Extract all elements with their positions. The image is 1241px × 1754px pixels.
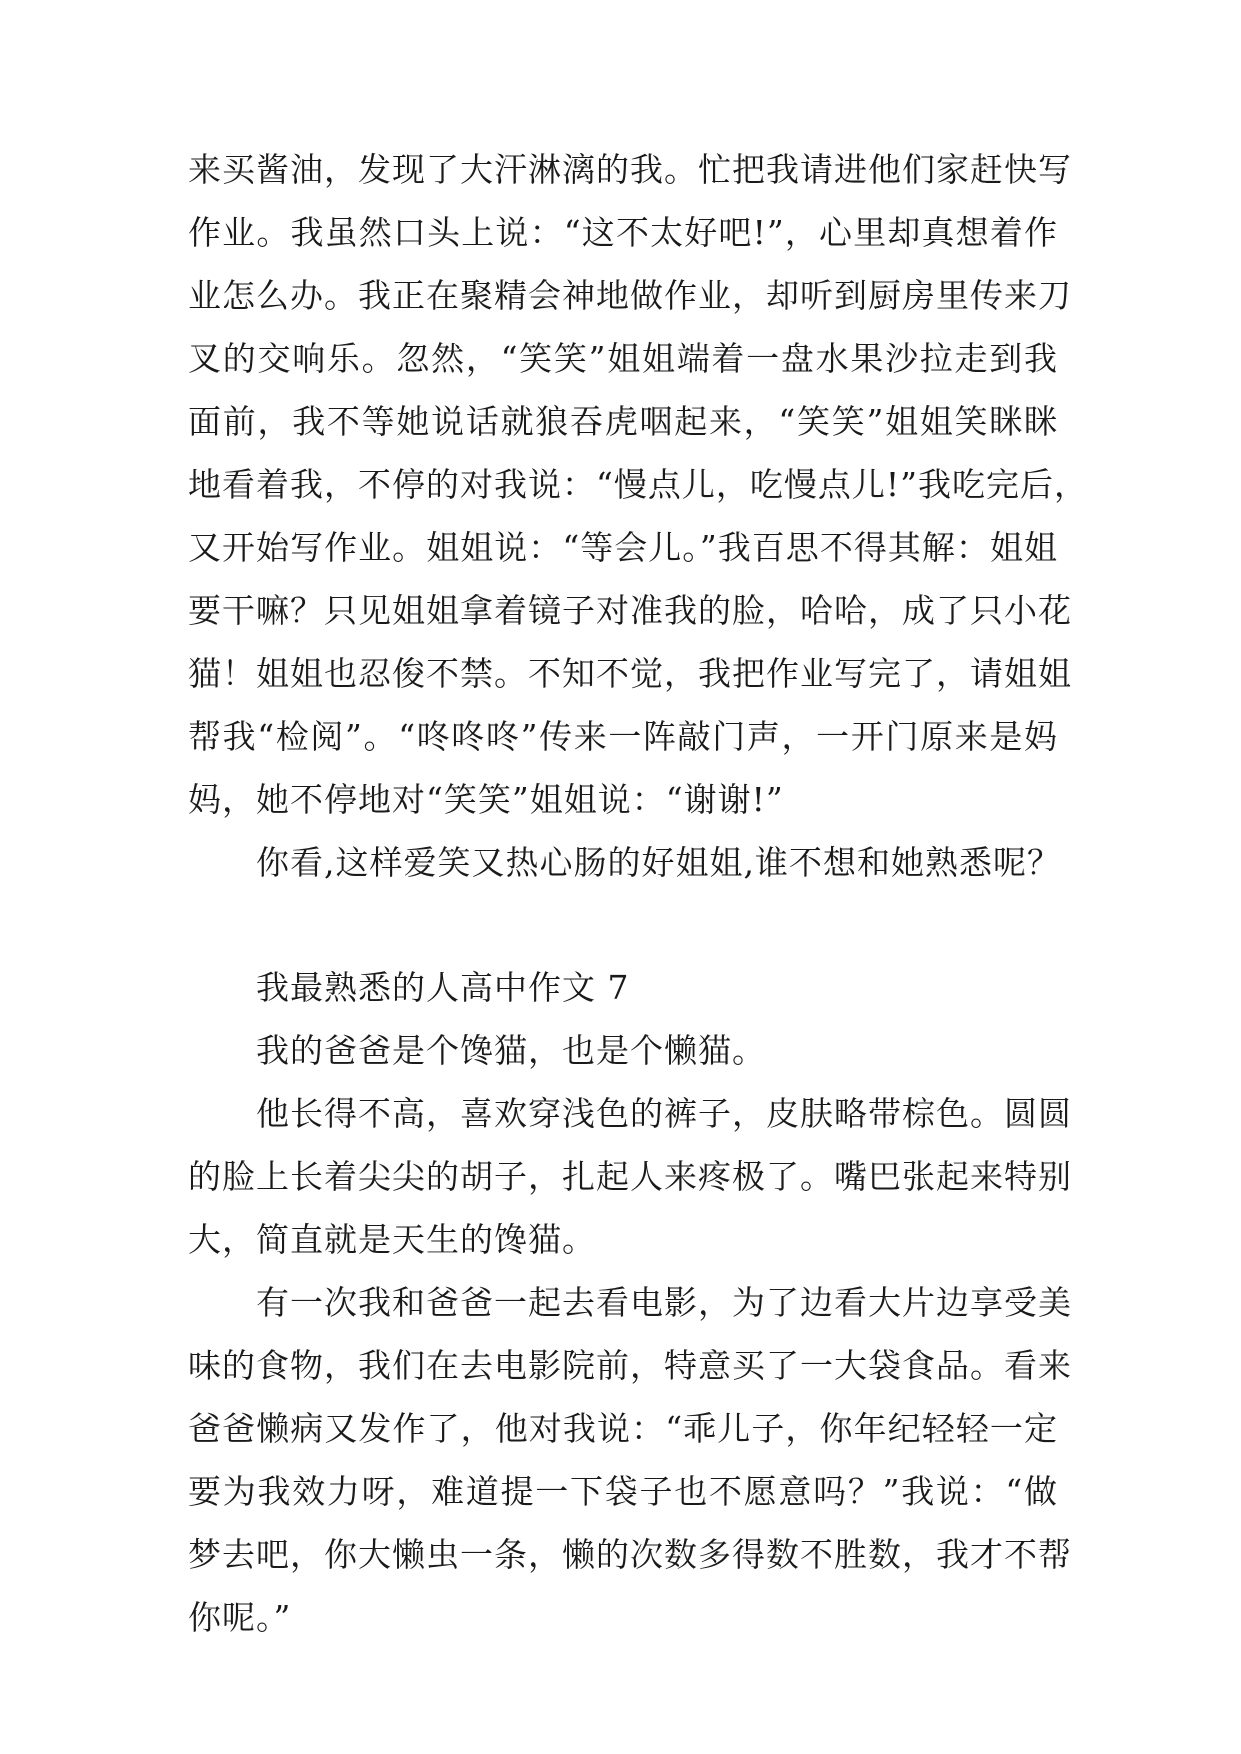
paragraph-line: 来买酱油，发现了大汗淋漓的我。忙把我请进他们家赶快写	[188, 150, 1072, 189]
paragraph-line: 面前，我不等她说话就狼吞虎咽起来，“笑笑”姐姐笑眯眯	[188, 402, 1058, 441]
paragraph-line: 作业。我虽然口头上说：“这不太好吧!”，心里却真想着作	[188, 213, 1058, 252]
paragraph-line: 大，简直就是天生的馋猫。	[188, 1220, 596, 1259]
paragraph: 你看,这样爱笑又热心肠的好姐姐,谁不想和她熟悉呢？	[256, 843, 1061, 882]
paragraph: 我的爸爸是个馋猫，也是个懒猫。	[256, 1031, 766, 1070]
paragraph-line: 要干嘛？只见姐姐拿着镜子对准我的脸，哈哈，成了只小花	[188, 591, 1072, 630]
paragraph-line: 的脸上长着尖尖的胡子，扎起人来疼极了。嘴巴张起来特别	[188, 1157, 1072, 1196]
paragraph-line: 地看着我，不停的对我说：“慢点儿，吃慢点儿!”我吃完后，	[188, 465, 1089, 504]
paragraph-line: 爸爸懒病又发作了，他对我说：“乖儿子，你年纪轻轻一定	[188, 1409, 1058, 1448]
paragraph-line: 他长得不高，喜欢穿浅色的裤子，皮肤略带棕色。圆圆	[256, 1094, 1072, 1133]
paragraph-line: 猫！姐姐也忍俊不禁。不知不觉，我把作业写完了，请姐姐	[188, 654, 1072, 693]
paragraph-line: 味的食物，我们在去电影院前，特意买了一大袋食品。看来	[188, 1346, 1072, 1385]
paragraph-line: 有一次我和爸爸一起去看电影，为了边看大片边享受美	[256, 1283, 1072, 1322]
paragraph-line: 帮我“检阅”。“咚咚咚”传来一阵敲门声，一开门原来是妈	[188, 717, 1058, 756]
paragraph-line: 又开始写作业。姐姐说：“等会儿。”我百思不得其解：姐姐	[188, 528, 1058, 567]
paragraph-line: 妈，她不停地对“笑笑”姐姐说：“谢谢!”	[188, 780, 784, 819]
paragraph-line: 梦去吧，你大懒虫一条，懒的次数多得数不胜数，我才不帮	[188, 1535, 1072, 1574]
paragraph-line: 叉的交响乐。忽然，“笑笑”姐姐端着一盘水果沙拉走到我	[188, 339, 1058, 378]
paragraph-line: 你呢。”	[188, 1598, 292, 1637]
section-title: 我最熟悉的人高中作文 7	[256, 968, 630, 1007]
paragraph-line: 业怎么办。我正在聚精会神地做作业，却听到厨房里传来刀	[188, 276, 1072, 315]
paragraph-line: 要为我效力呀，难道提一下袋子也不愿意吗？”我说：“做	[188, 1472, 1058, 1511]
